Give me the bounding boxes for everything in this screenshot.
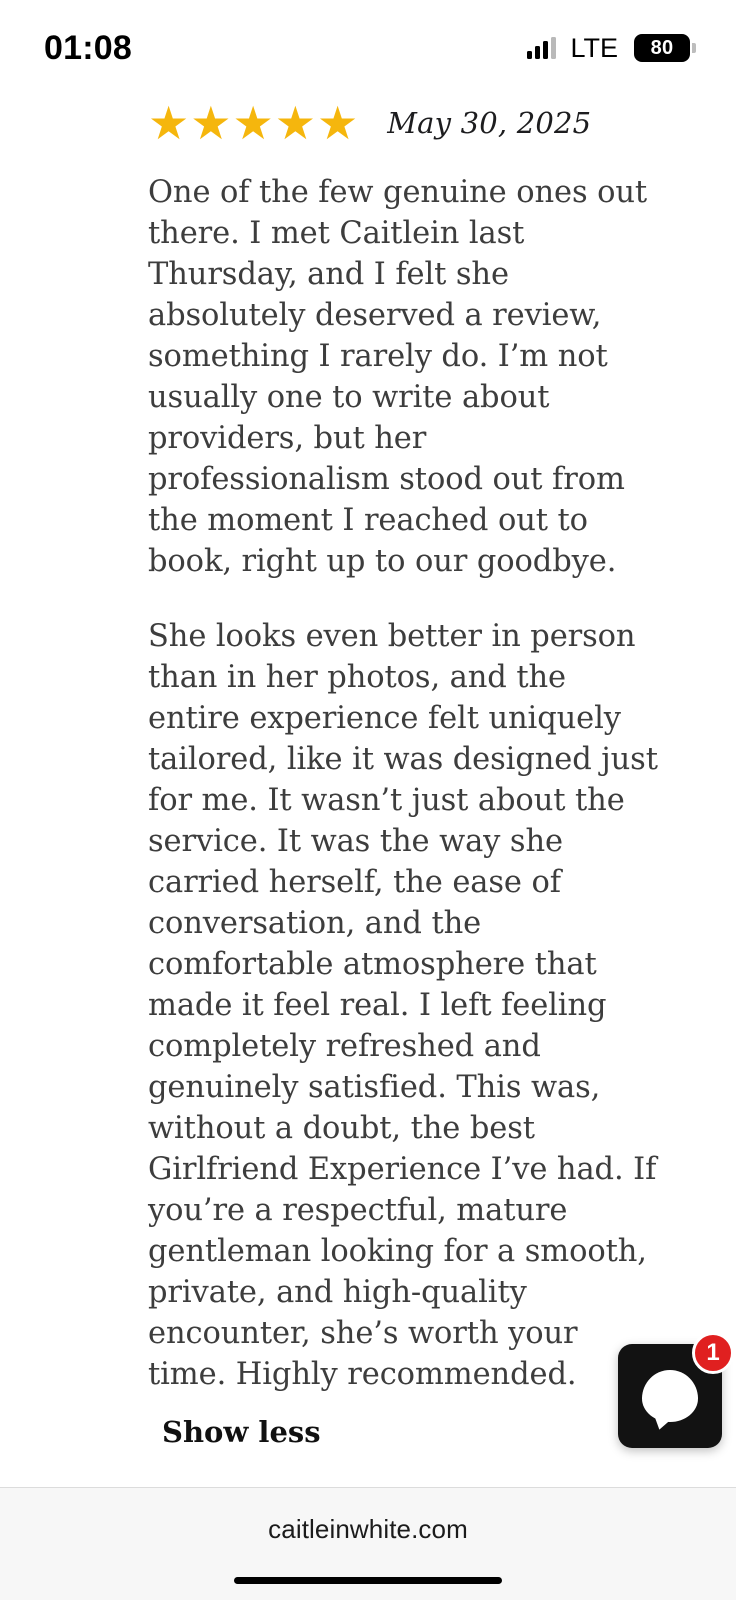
battery-icon — [634, 34, 690, 62]
review-paragraph: She looks even better in person than in her photos, and the entire experience felt uniquely tailored, like it was designed just for me. It wasn’t just about the service. It was the way she carried herself, the ease of conversation, and the comfortable atmosphere that made it feel real. I left feeling completely refreshed and genuinely satisfied. This was, without a doubt, the best Girlfriend Experience I’ve had. If you’re a respectful, mature gentleman looking for a smooth, private, and high-quality encounter, she’s worth your time. Highly recommended. — [148, 619, 658, 1392]
cellular-signal-icon — [527, 37, 556, 59]
status-bar-indicators — [527, 33, 690, 64]
review-text — [36, 172, 700, 1395]
review-header — [36, 97, 700, 149]
chat-unread-badge: 1 — [692, 1332, 734, 1374]
browser-bottom-bar — [0, 1487, 736, 1600]
site-url-label[interactable]: caitleinwhite.com — [268, 1514, 468, 1544]
review-card — [0, 97, 736, 1522]
home-indicator[interactable] — [234, 1577, 502, 1584]
status-bar-clock: 01:08 — [44, 28, 132, 67]
battery-level-label: 80 — [650, 36, 674, 59]
star-rating-icon: ★★★★★ — [148, 97, 360, 149]
network-type-label: LTE — [570, 32, 618, 63]
status-bar — [0, 0, 736, 96]
battery-cap — [692, 43, 696, 53]
show-less-button[interactable]: Show less — [162, 1415, 321, 1449]
chat-bubble-icon — [642, 1370, 698, 1422]
review-date: May 30, 2025 — [387, 106, 592, 140]
review-paragraph: One of the few genuine ones out there. I met Caitlein last Thursday, and I felt she absolutely deserved a review, something I rarely do. I’m not usually one to write about providers, but her professionalism stood out from the moment I reached out to book, right up to our goodbye. — [148, 175, 648, 579]
chat-widget-button[interactable] — [618, 1339, 722, 1448]
